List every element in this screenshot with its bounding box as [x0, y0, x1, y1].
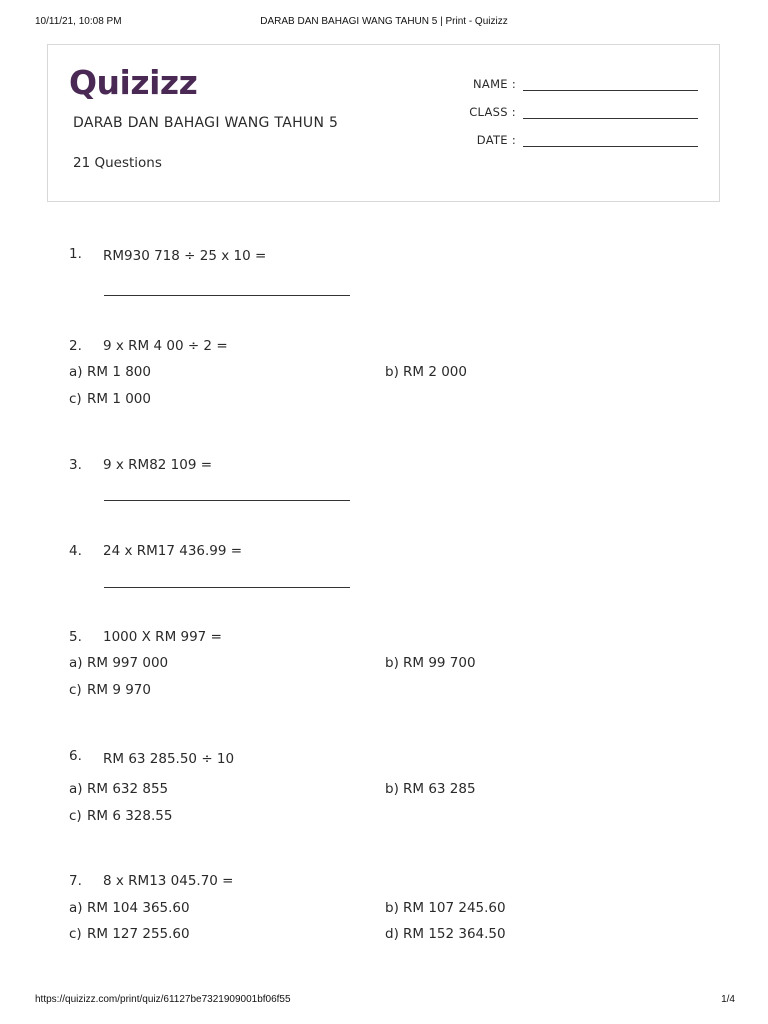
name-field: [438, 77, 698, 95]
date-label: DATE :: [476, 133, 516, 147]
name-line[interactable]: [523, 90, 698, 91]
question-text: RM 63 285.50 ÷ 10: [103, 751, 235, 767]
print-page-title: DARAB DAN BAHAGI WANG TAHUN 5 | Print - Quizizz: [260, 16, 508, 27]
question-number: 2.: [69, 338, 82, 354]
print-timestamp: 10/11/21, 10:08 PM: [35, 16, 122, 27]
option-text: RM 997 000: [87, 655, 169, 671]
question-number: 6.: [69, 748, 82, 764]
print-footer: [0, 994, 768, 1008]
option-letter: c): [69, 682, 82, 698]
page-number: 1/4: [721, 994, 735, 1005]
option-letter: b): [385, 900, 399, 916]
quizizz-logo: Quizizz: [69, 63, 198, 102]
option-b[interactable]: [385, 781, 476, 797]
option-letter: c): [69, 808, 82, 824]
option-c[interactable]: [69, 808, 172, 824]
question-number: 7.: [69, 873, 82, 889]
option-letter: b): [385, 781, 399, 797]
class-label: CLASS :: [469, 105, 516, 119]
option-text: RM 1 800: [87, 364, 151, 380]
option-c[interactable]: [69, 926, 190, 942]
question-count: 21 Questions: [73, 155, 162, 171]
class-field: [438, 105, 698, 123]
option-letter: c): [69, 926, 82, 942]
question-text: 9 x RM82 109 =: [103, 457, 213, 473]
name-label: NAME :: [473, 77, 516, 91]
question-number: 3.: [69, 457, 82, 473]
option-text: RM 632 855: [87, 781, 169, 797]
option-a[interactable]: [69, 781, 168, 797]
print-header: [0, 16, 768, 30]
option-d[interactable]: [385, 926, 506, 942]
option-letter: a): [69, 781, 83, 797]
quiz-header-card: [47, 44, 720, 202]
option-letter: b): [385, 655, 399, 671]
option-text: RM 107 245.60: [403, 900, 506, 916]
option-text: RM 99 700: [403, 655, 476, 671]
question-text: 1000 X RM 997 =: [103, 629, 222, 645]
option-text: RM 1 000: [87, 391, 151, 407]
option-text: RM 6 328.55: [87, 808, 173, 824]
option-c[interactable]: [69, 682, 151, 698]
option-a[interactable]: [69, 364, 151, 380]
option-text: RM 63 285: [403, 781, 476, 797]
quiz-title: DARAB DAN BAHAGI WANG TAHUN 5: [73, 115, 339, 131]
option-text: RM 2 000: [403, 364, 467, 380]
option-text: RM 127 255.60: [87, 926, 190, 942]
question-text: RM930 718 ÷ 25 x 10 =: [103, 248, 267, 264]
question-text: 24 x RM17 436.99 =: [103, 543, 243, 559]
option-letter: a): [69, 655, 83, 671]
question-number: 4.: [69, 543, 82, 559]
option-b[interactable]: [385, 900, 506, 916]
option-a[interactable]: [69, 655, 168, 671]
option-letter: a): [69, 364, 83, 380]
question-number: 5.: [69, 629, 82, 645]
option-letter: b): [385, 364, 399, 380]
question-text: 9 x RM 4 00 ÷ 2 =: [103, 338, 228, 354]
answer-line[interactable]: [104, 295, 350, 296]
option-text: RM 152 364.50: [403, 926, 506, 942]
print-url[interactable]: https://quizizz.com/print/quiz/61127be7321909001bf06f55: [35, 994, 291, 1005]
option-text: RM 9 970: [87, 682, 151, 698]
option-text: RM 104 365.60: [87, 900, 190, 916]
date-line[interactable]: [523, 146, 698, 147]
option-b[interactable]: [385, 364, 467, 380]
date-field: [438, 133, 698, 151]
question-number: 1.: [69, 246, 82, 262]
option-letter: a): [69, 900, 83, 916]
option-a[interactable]: [69, 900, 190, 916]
class-line[interactable]: [523, 118, 698, 119]
answer-line[interactable]: [104, 587, 350, 588]
option-letter: c): [69, 391, 82, 407]
question-text: 8 x RM13 045.70 =: [103, 873, 234, 889]
option-letter: d): [385, 926, 399, 942]
option-c[interactable]: [69, 391, 151, 407]
option-b[interactable]: [385, 655, 476, 671]
answer-line[interactable]: [104, 500, 350, 501]
